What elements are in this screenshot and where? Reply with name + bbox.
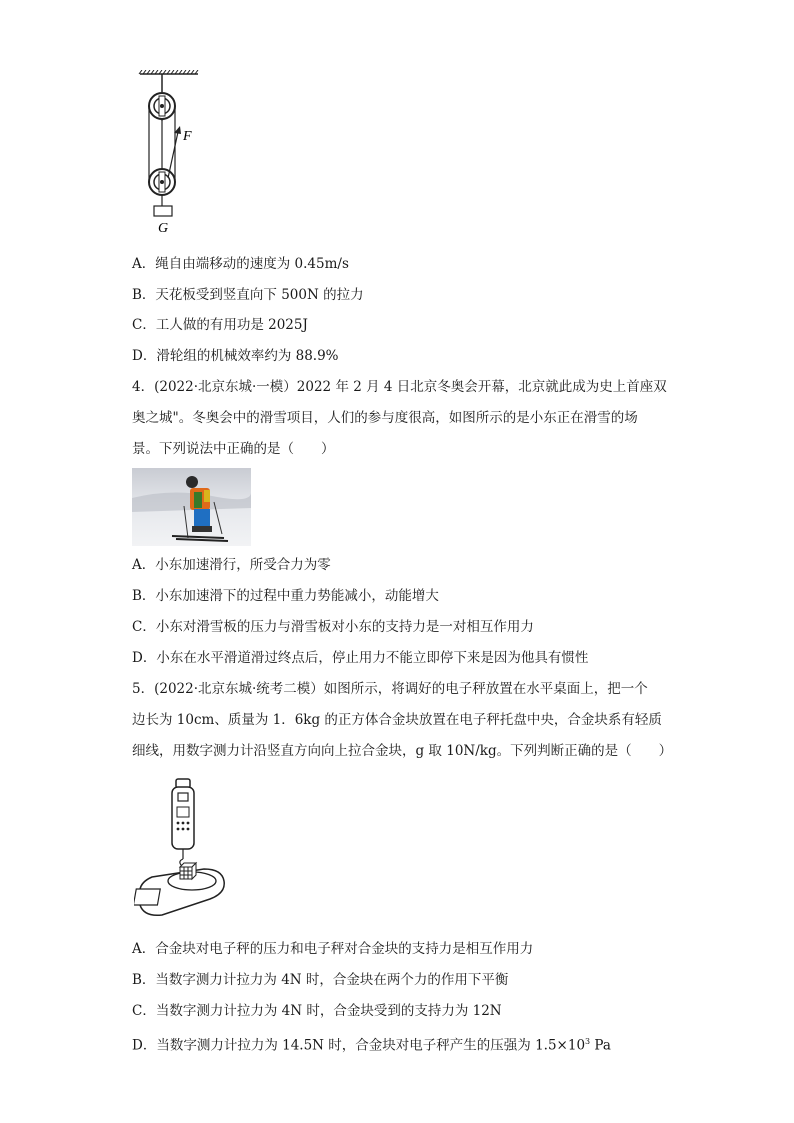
q5-option-d-unit: Pa xyxy=(590,1037,611,1054)
q3-option-b: B．天花板受到竖直向下 500N 的拉力 xyxy=(132,287,364,303)
q5-stem-line-2: 边长为 10cm、质量为 1．6kg 的正方体合金块放置在电子秤托盘中央，合金块系有轻质 xyxy=(132,712,662,728)
q5-option-b: B．当数字测力计拉力为 4N 时，合金块在两个力的作用下平衡 xyxy=(132,972,509,988)
q3-option-c: C．工人做的有用功是 2025J xyxy=(132,317,308,333)
q3-option-d: D．滑轮组的机械效率约为 88.9% xyxy=(132,348,339,364)
scale-figure xyxy=(134,777,230,922)
q5-option-d-exponent: 3 xyxy=(585,1037,591,1046)
skiing-photo xyxy=(132,468,251,546)
q4-stem-line-1: 4．(2022·北京东城·一模）2022 年 2 月 4 日北京冬奥会开幕，北京就此成为史上首座双 xyxy=(132,379,667,395)
q5-option-a: A．合金块对电子秤的压力和电子秤对合金块的支持力是相互作用力 xyxy=(132,941,534,957)
q4-option-c: C．小东对滑雪板的压力与滑雪板对小东的支持力是一对相互作用力 xyxy=(132,619,534,635)
q5-option-d xyxy=(132,1033,611,1055)
q4-option-a: A．小东加速滑行，所受合力为零 xyxy=(132,557,331,573)
q5-stem-line-3: 细线，用数字测力计沿竖直方向向上拉合金块，g 取 10N/kg。下列判断正确的是（ ） xyxy=(132,743,673,759)
q3-option-a: A．绳自由端移动的速度为 0.45m/s xyxy=(132,256,349,272)
force-label: F xyxy=(183,129,192,144)
q5-option-c: C．当数字测力计拉力为 4N 时，合金块受到的支持力为 12N xyxy=(132,1003,502,1019)
q4-option-b: B．小东加速滑下的过程中重力势能减小，动能增大 xyxy=(132,588,439,604)
q4-option-d: D．小东在水平滑道滑过终点后，停止用力不能立即停下来是因为他具有惯性 xyxy=(132,650,589,666)
q5-option-d-text: D．当数字测力计拉力为 14.5N 时，合金块对电子秤产生的压强为 1.5×10 xyxy=(132,1037,586,1054)
pulley-figure xyxy=(136,70,206,238)
weight-label: G xyxy=(158,221,169,236)
q5-stem-line-1: 5．(2022·北京东城·统考二模）如图所示，将调好的电子秤放置在水平桌面上，把一个 xyxy=(132,681,648,697)
q4-stem-line-2: 奥之城"。冬奥会中的滑雪项目，人们的参与度很高，如图所示的是小东正在滑雪的场 xyxy=(132,410,638,426)
q4-stem-line-3: 景。下列说法中正确的是（ ） xyxy=(132,441,335,457)
